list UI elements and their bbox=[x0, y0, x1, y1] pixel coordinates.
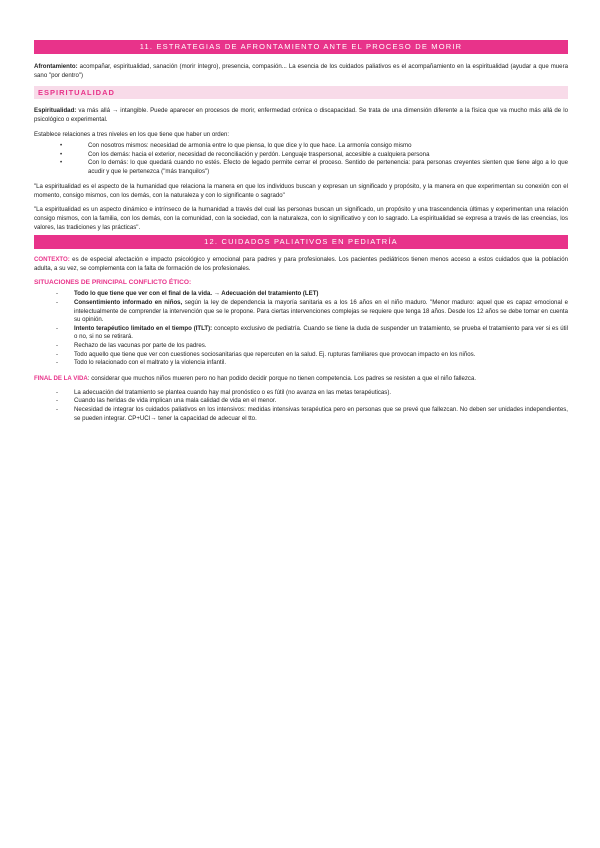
quote-1: "La espiritualidad es el aspecto de la humanidad que relaciona la manera en que los individuos buscan y expresan un significado y propósito, y la manera en que experimentan su conexión con el momento, consigo mismos, con los demás, con la naturaleza y con lo significante o sagrado" bbox=[34, 183, 568, 200]
conflict-text: concepto exclusivo de pediatría. Cuando se tiene la duda de suspender un tratamiento, se prueba el tratamiento para ver si es útil o no, si no se retirará. bbox=[74, 324, 568, 341]
list-item bbox=[34, 351, 568, 360]
espiritualidad-heading: ESPIRITUALIDAD bbox=[34, 86, 568, 99]
conflict-bold: Intento terapéutico limitado en el tiempo (ITLT): bbox=[74, 324, 213, 332]
list-item: - Cuando las heridas de vida implican una mala calidad de vida en el menor. bbox=[34, 397, 568, 406]
list-item bbox=[34, 342, 568, 351]
afrontamiento-paragraph bbox=[34, 62, 568, 80]
conflict-text: según la ley de dependencia la mayoría sanitaria es a los 16 años en el niño maduro. "Menor maduro: aquel que es capaz emocional e intelectualmente de comprender la intervención que se le propone. Para ciertas intervenciones complejas se requiere que tenga 18 años. Desde los 12 años se debe tomar en cuenta su opinión. bbox=[74, 298, 568, 324]
conflict-text: Rechazo de las vacunas por parte de los padres. bbox=[74, 341, 207, 349]
list-item: - Necesidad de integrar los cuidados paliativos en los intensivos: medidas intensivas terapéutica pero en personas que se prevé que fallezcan. No deben ser unidades independientes, se pueden integrar. CP+UCI→ tener la capacidad de adecuar el tto. bbox=[34, 406, 568, 423]
afrontamiento-text: acompañar, espiritualidad, sanación (morir íntegro), presencia, compasión... La esencia de los cuidados paliativos es el acompañamiento en la espiritualidad (ayudar a que muera sano "por dentro") bbox=[34, 63, 568, 79]
espiritualidad-def-text: va más allá → intangible. Puede aparecer en procesos de morir, enfermedad crónica o discapacidad. Se trata de una dimensión diferente a la física que va mucho más allá de lo psicológico o experimental. bbox=[34, 107, 568, 123]
list-item: • Con nosotros mismos: necesidad de armonía entre lo que piensa, lo que dice y lo que hace. La armonía consigo mismo bbox=[34, 142, 568, 151]
list-item bbox=[34, 325, 568, 342]
conflict-text: Todo aquello que tiene que ver con cuestiones sociosanitarias que repercuten en la salud. Ej. rupturas familiares que provocan impacto en los niños. bbox=[74, 350, 476, 358]
list-item: • Con los demás: hacia el exterior, necesidad de reconciliación y perdón. Lenguaje traspersonal, accesible a cualquiera persona bbox=[34, 151, 568, 160]
conflict-text: Todo lo relacionado con el maltrato y la violencia infantil. bbox=[74, 359, 227, 367]
levels-intro: Establece relaciones a tres niveles en los que tiene que haber un orden: bbox=[34, 131, 230, 138]
final-de-la-vida-text: : considerar que muchos niños mueren pero no han podido decidir porque no tienen competencia. Los padres se resisten a que el niño fallezca. bbox=[87, 374, 477, 382]
conflict-bold: Todo lo que tiene que ver con el final de la vida. → Adecuación del tratamiento (LET) bbox=[74, 290, 319, 298]
document-content bbox=[34, 40, 568, 429]
list-item: - La adecuación del tratamiento se plantea cuando hay mal pronóstico o es fútil (no avanza en las metas terapéuticas). bbox=[34, 389, 568, 398]
levels-list bbox=[34, 142, 568, 176]
list-item: • Con lo demás: lo que quedará cuando no estés. Efecto de legado permite cerrar el proceso. Sentido de pertenencia: para personas creyentes sienten que tiene algo a lo que acudir y que le pertenezca ("más tranquilos") bbox=[34, 159, 568, 176]
conflict-bold: Consentimiento informado en niños, bbox=[74, 298, 183, 306]
list-item bbox=[34, 359, 568, 368]
conflict-heading: SITUACIONES DE PRINCIPAL CONFLICTO ÉTICO: bbox=[34, 279, 192, 287]
espiritualidad-definition bbox=[34, 106, 568, 124]
final-list bbox=[34, 389, 568, 423]
afrontamiento-label: Afrontamiento: bbox=[34, 63, 78, 70]
list-item bbox=[34, 299, 568, 325]
section-11-heading: 11. ESTRATEGIAS DE AFRONTAMIENTO ANTE EL PROCESO DE MORIR bbox=[34, 40, 568, 54]
section-12-heading: 12. CUIDADOS PALIATIVOS EN PEDIATRÍA bbox=[34, 235, 568, 249]
final-de-la-vida-paragraph bbox=[34, 374, 568, 383]
quote-2: "La espiritualidad es un aspecto dinámico e intrínseco de la humanidad a través del cual las personas buscan un significado, un propósito y una trascendencia últimas y experimentan una relación consigo mismos, con la familia, con los demás, con la comunidad, con la sociedad, con la naturaleza, con lo significativo y con lo sagrado. La espiritualidad se expresa a través de las creencias, los valores, las tradiciones y las prácticas". bbox=[34, 206, 568, 232]
final-de-la-vida-label: FINAL DE LA VIDA bbox=[34, 374, 88, 382]
context-text: es de especial afectación e impacto psicológico y emocional para padres y para profesionales. Los pacientes pediátricos tienen menos acceso a estos cuidados que la población adulta, a su vez, se complementa con la falta de formación de los profesionales. bbox=[34, 256, 568, 273]
context-label: CONTEXTO: bbox=[34, 256, 70, 264]
list-item bbox=[34, 290, 568, 299]
conflict-list bbox=[34, 290, 568, 367]
espiritualidad-label: Espiritualidad: bbox=[34, 107, 77, 114]
context-paragraph bbox=[34, 255, 568, 273]
